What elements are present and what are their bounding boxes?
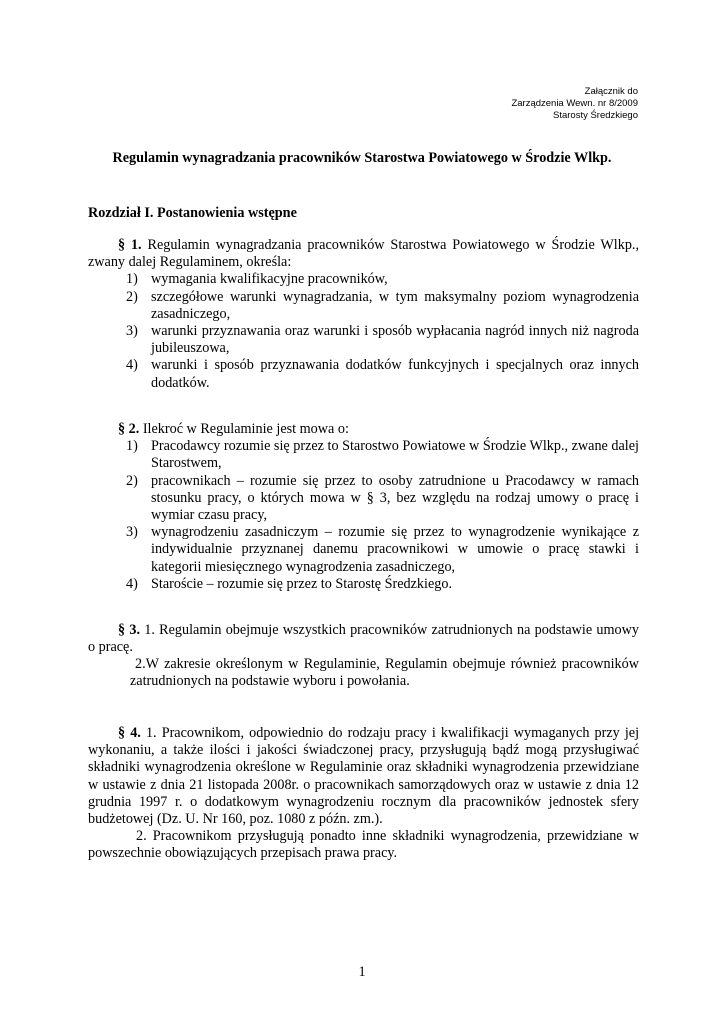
- section-1-symbol: § 1.: [118, 237, 142, 253]
- section-4-symbol: § 4.: [118, 725, 141, 741]
- annex-line-3: Starosty Średzkiego: [552, 110, 638, 121]
- section-4-paragraph-1: 1. Pracownikom, odpowiednio do rodzaju pracy i kwalifikacji wymaganych przy jej wykonaniu, a także ilości i jakości świadczonej pracy, przysługują bądź mogą przysługiwać składniki wynagrodzenia określone w Regulaminie oraz składniki wynagrodzenia przewidziane w ustawie z dnia 21 listopada 2008r. o pracownikach samorządowych oraz w ustawie z dnia 12 grudnia 1997 r. o dodatkowym wynagrodzeniu rocznym dla pracowników jednostek sfery budżetowej (Dz. U. Nr 160, poz. 1080 z późn. zm.).: [88, 725, 640, 828]
- section-2-intro: Ilekroć w Regulaminie jest mowa o:: [142, 421, 349, 437]
- page-number: 1: [358, 964, 366, 980]
- section-2: [88, 421, 639, 593]
- list-item: 4) warunki i sposób przyznawania dodatków funkcyjnych i specjalnych oraz innych dodatków.: [126, 357, 639, 391]
- section-3-paragraph-1: 1. Regulamin obejmuje wszystkich pracowników zatrudnionych na podstawie umowy o pracę.: [88, 622, 639, 656]
- section-1-list: [88, 271, 639, 391]
- annex-line-2: Zarządzenia Wewn. nr 8/2009: [511, 98, 638, 109]
- list-item: 4) Staroście – rozumie się przez to Starostę Średzkiego.: [126, 575, 452, 592]
- section-1-intro: Regulamin wynagradzania pracowników Starostwa Powiatowego w Środzie Wlkp., zwany dalej Regulaminem, określa:: [88, 237, 640, 271]
- section-2-symbol: § 2.: [118, 421, 140, 437]
- list-item: 1) wymagania kwalifikacyjne pracowników,: [126, 271, 388, 288]
- list-item: 3) wynagrodzeniu zasadniczym – rozumie się przez to wynagrodzenie wynikające z indywidualnie przyznanej danemu pracownikowi w umowie o pracę stawki i kategorii miesięcznego wynagrodzenia zasadniczego,: [126, 524, 639, 575]
- section-3-paragraph-2: 2.W zakresie określonym w Regulaminie, Regulamin obejmuje również pracowników zatrudnionych na podstawie wyboru i powołania.: [130, 656, 639, 690]
- annex-line-1: Załącznik do: [584, 86, 638, 97]
- section-2-list: [88, 438, 639, 593]
- annex-note: [511, 86, 638, 122]
- chapter-heading: Rozdział I. Postanowienia wstępne: [88, 205, 297, 221]
- list-item: 2) pracownikach – rozumie się przez to osoby zatrudnione u Pracodawcy w ramach stosunku pracy, o których mowa w § 3, bez względu na rodzaj umowy o pracę i wymiar czasu pracy,: [126, 472, 639, 524]
- section-3-symbol: § 3.: [118, 622, 140, 638]
- list-item: 3) warunki przyznawania oraz warunki i sposób wypłacania nagród innych niż nagroda jubileuszowa,: [126, 323, 639, 357]
- section-4-paragraph-2: 2. Pracownikom przysługują ponadto inne składniki wynagrodzenia, przewidziane w powszechnie obowiązujących przepisach prawa pracy.: [88, 828, 639, 862]
- list-item: 1) Pracodawcy rozumie się przez to Starostwo Powiatowe w Środzie Wlkp., zwane dalej Starostwem,: [126, 438, 639, 472]
- section-4: [88, 725, 639, 863]
- section-3: [88, 622, 639, 656]
- document-title: Regulamin wynagradzania pracowników Starostwa Powiatowego w Środzie Wlkp.: [112, 150, 612, 166]
- list-item: 2) szczegółowe warunki wynagradzania, w tym maksymalny poziom wynagrodzenia zasadniczego,: [126, 288, 639, 322]
- section-3-paragraph-2-block: [130, 656, 639, 690]
- section-1: [88, 237, 639, 392]
